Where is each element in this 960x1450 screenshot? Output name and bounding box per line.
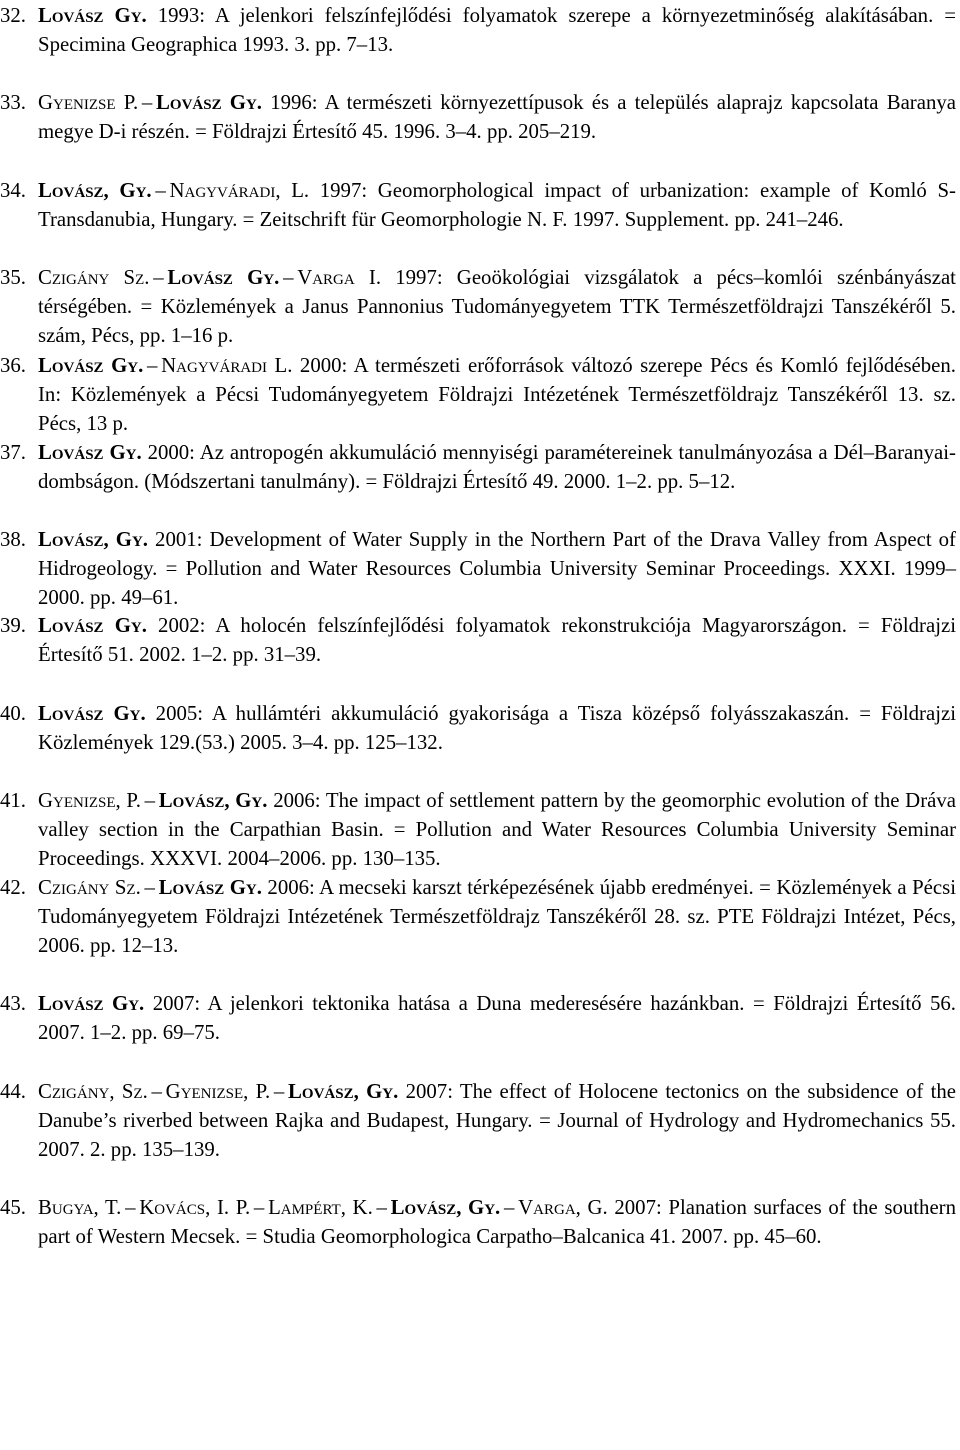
reference-number: 32. [0, 4, 26, 27]
reference-author: Lovász Gy. [38, 4, 147, 27]
reference-number: 33. [0, 91, 26, 114]
reference-author: Lovász, Gy. [38, 528, 149, 551]
author-separator: – [151, 1080, 162, 1103]
reference-number: 45. [0, 1196, 26, 1219]
author-separator: – [283, 266, 294, 289]
reference-text: 1993: A jelenkori felszínfejlődési folyamatok szerepe a környezetminőség alakításában. = Specimina Geographica 1993. 3. pp. 7–13. [38, 4, 956, 56]
reference-number: 40. [0, 702, 26, 725]
reference-text: 2001: Development of Water Supply in the Northern Part of the Drava Valley from Aspect of Hidrogeology. = Pollution and Water Resources Columbia University Seminar Proceedings. XXXI. 1999–2000. pp. 49–61. [38, 528, 956, 609]
reference-author: Bugya, T. [38, 1196, 122, 1219]
reference-entry [0, 88, 956, 146]
author-separator: – [141, 91, 153, 114]
author-separator: – [504, 1196, 515, 1219]
reference-author: Lovász Gy. [38, 354, 144, 377]
reference-author: Lovász, Gy. [38, 179, 152, 202]
reference-number: 41. [0, 789, 26, 812]
reference-author: Czigány, Sz. [38, 1080, 148, 1103]
reference-entry [0, 786, 956, 873]
reference-number: 42. [0, 876, 26, 899]
reference-author: Czigány Sz. [38, 876, 141, 899]
reference-author: Lovász, Gy. [390, 1196, 501, 1219]
reference-number: 35. [0, 266, 26, 289]
reference-text: 2007: The effect of Holocene tectonics on the subsidence of the Danube’s riverbed between Rajka and Budapest, Hungary. = Journal of Hydrology and Hydromechanics 55. 2007. 2. pp. 135–139. [38, 1080, 957, 1161]
reference-text: 2000: Az antropogén akkumuláció mennyiségi paramétereinek tanulmányozása a Dél–Baranyai-dombságon. (Módszertani tanulmány). = Földrajzi Értesítő 49. 2000. 1–2. pp. 5–12. [38, 441, 956, 493]
reference-author: Lovász, Gy. [288, 1080, 399, 1103]
reference-author: Kovács, I. P. [139, 1196, 251, 1219]
reference-author: Lovász Gy. [38, 992, 145, 1015]
reference-entry [0, 611, 956, 669]
reference-number: 43. [0, 992, 26, 1015]
reference-author: Lovász, Gy. [158, 789, 268, 812]
reference-text: 2000: A természeti erőforrások változó szerepe Pécs és Komló fejlődésében. In: Közlemények a Pécsi Tudományegyetem Földrajzi Intézetének Természetföldrajz Tanszékéről 13. sz. Pécs, 13 p. [38, 354, 956, 435]
reference-entry [0, 438, 956, 496]
author-separator: – [253, 1196, 265, 1219]
reference-text: 1997: Geoökológiai vizsgálatok a pécs–komlói szénbányászat térségében. = Közlemények a Janus Pannonius Tudományegyetem TTK Természetföldrajzi Tanszékéről 5. szám, Pécs, pp. 1–16 p. [38, 266, 956, 347]
reference-author: Lovász Gy. [156, 91, 262, 114]
reference-author: Czigány Sz. [38, 266, 150, 289]
reference-entry [0, 525, 956, 612]
reference-author: Lovász Gy. [38, 614, 147, 637]
reference-entry [0, 873, 956, 960]
reference-author: Lampért, K. [268, 1196, 373, 1219]
author-separator: – [125, 1196, 136, 1219]
author-separator: – [155, 179, 166, 202]
reference-text: 2006: The impact of settlement pattern by the geomorphic evolution of the Dráva valley section in the Carpathian Basin. = Pollution and Water Resources Columbia University Seminar Proceedings. XXXVI. 2004–2006. pp. 130–135. [38, 789, 956, 870]
reference-entry [0, 989, 956, 1047]
reference-entry [0, 176, 956, 234]
reference-entry [0, 263, 956, 350]
reference-author: Varga, G. [518, 1196, 608, 1219]
reference-author: Lovász Gy. [158, 876, 262, 899]
reference-text: 1997: Geomorphological impact of urbanization: example of Komló S-Transdanubia, Hungary. = Zeitschrift für Geomorphologie N. F. 1997. Supplement. pp. 241–246. [38, 179, 956, 231]
reference-number: 44. [0, 1080, 26, 1103]
author-separator: – [273, 1080, 285, 1103]
reference-entry [0, 1, 956, 59]
reference-text: 2007: A jelenkori tektonika hatása a Duna mederesésére hazánkban. = Földrajzi Értesítő 56. 2007. 1–2. pp. 69–75. [38, 992, 956, 1044]
reference-author: Gyenizse, P. [165, 1080, 271, 1103]
reference-author: Lovász Gy. [38, 702, 146, 725]
reference-author: Nagyváradi, L. [169, 179, 310, 202]
reference-number: 37. [0, 441, 26, 464]
reference-text: 2006: A mecseki karszt térképezésének újabb eredményei. = Közlemények a Pécsi Tudományegyetem Földrajzi Intézetének Természetföldrajz Tanszékéről 28. sz. PTE Földrajzi Intézet, Pécs, 2006. pp. 12–13. [38, 876, 956, 957]
reference-number: 38. [0, 528, 26, 551]
author-separator: – [376, 1196, 387, 1219]
reference-author: Gyenizse P. [38, 91, 139, 114]
reference-author: Lovász Gy. [167, 266, 280, 289]
reference-text: 1996: A természeti környezettípusok és a település alaprajz kapcsolata Baranya megye D-i részén. = Földrajzi Értesítő 45. 1996. 3–4. pp. 205–219. [38, 91, 956, 143]
author-separator: – [144, 789, 156, 812]
reference-author: Lovász Gy. [38, 441, 142, 464]
reference-author: Nagyváradi L. [161, 354, 293, 377]
author-separator: – [153, 266, 164, 289]
reference-entry [0, 351, 956, 438]
reference-text: 2007: Planation surfaces of the southern part of Western Mecsek. = Studia Geomorphologica Carpatho–Balcanica 41. 2007. pp. 45–60. [38, 1196, 957, 1248]
reference-text: 2002: A holocén felszínfejlődési folyamatok rekonstrukciója Magyarországon. = Földrajzi Értesítő 51. 2002. 1–2. pp. 31–39. [38, 614, 956, 666]
reference-entry [0, 699, 956, 757]
reference-author: Gyenizse, P. [38, 789, 141, 812]
author-separator: – [147, 354, 158, 377]
reference-number: 36. [0, 354, 26, 377]
reference-number: 39. [0, 614, 26, 637]
reference-entry [0, 1077, 957, 1164]
reference-entry [0, 1193, 957, 1251]
author-separator: – [144, 876, 155, 899]
reference-author: Varga I. [297, 266, 382, 289]
reference-text: 2005: A hullámtéri akkumuláció gyakorisága a Tisza középső folyásszakaszán. = Földrajzi Közlemények 129.(53.) 2005. 3–4. pp. 125–132. [38, 702, 956, 754]
reference-number: 34. [0, 179, 26, 202]
